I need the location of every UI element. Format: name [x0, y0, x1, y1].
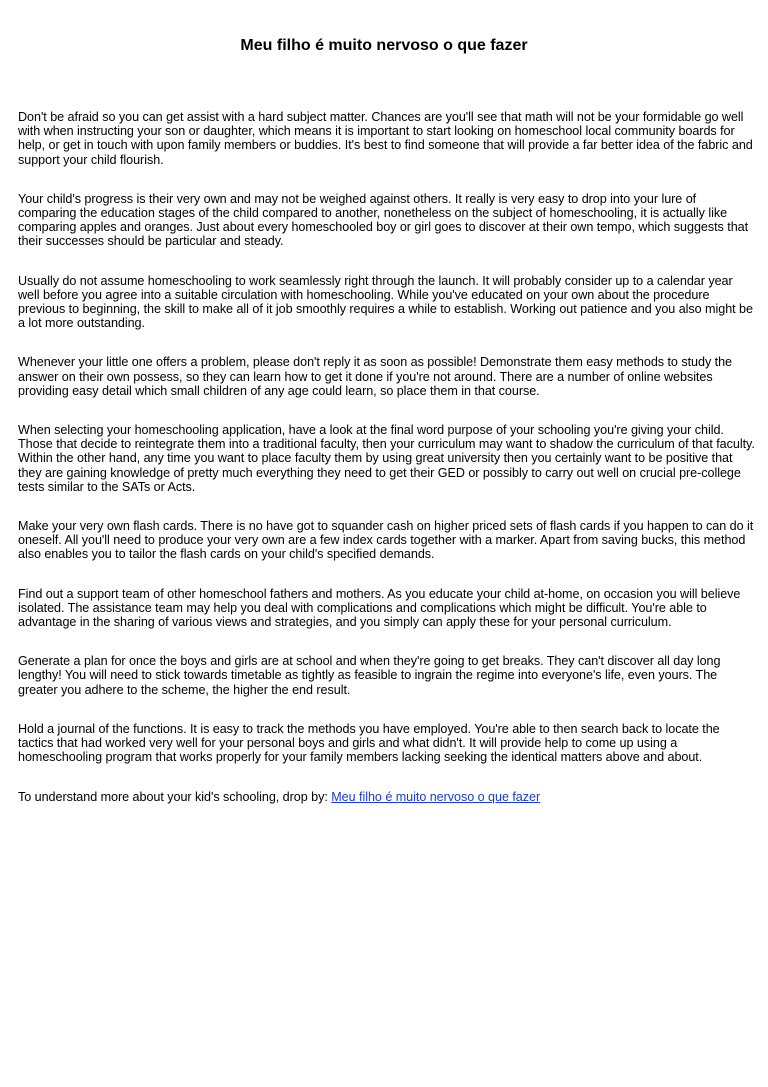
- closing-paragraph: [18, 790, 756, 804]
- paragraph-4: Whenever your little one offers a problem, please don't reply it as soon as possible! Demonstrate them easy methods to study the answer on their own possess, so they can learn how to get it done if you're not around. There are a number of online websites providing easy detail which small children of any age could learn, so place them in that course.: [18, 355, 732, 398]
- paragraph-3: Usually do not assume homeschooling to work seamlessly right through the launch. It will probably consider up to a calendar year well before you agree into a suitable circulation with homeschooling. While you've educated on your own about the procedure previous to beginning, the skill to make all of it job smoothly requires a while to establish. Working out patience and you also might be a lot more outstanding.: [18, 273, 753, 331]
- closing-text: To understand more about your kid's schooling, drop by:: [18, 789, 332, 804]
- paragraph-9: Hold a journal of the functions. It is easy to track the methods you have employed. You're able to then search back to locate the tactics that had worked very well for your personal boys and girls and what didn't. It will provide help to come up using a homeschooling program that works properly for your family members lacking seeking the identical matters above and about.: [18, 721, 720, 765]
- paragraph-7: Find out a support team of other homeschool fathers and mothers. As you educate your child at-home, on occasion you will believe isolated. The assistance team may help you deal with complications and complications which might be difficult. You're able to advantage in the sharing of various views and strategies, and you simply can apply these for your personal curriculum.: [18, 586, 741, 630]
- paragraph-1: Don't be afraid so you can get assist with a hard subject matter. Chances are you'll see that math will not be your formidable go well with when instructing your son or daughter, which means it is important to start looking on homeschool local community boards for help, or get in touch with upon family members or buddies. It's best to find someone that will provide a far better idea of the fabric and support your child flourish.: [18, 110, 753, 167]
- paragraph-6: Make your very own flash cards. There is no have got to squander cash on higher priced sets of flash cards if you happen to can do it oneself. All you'll need to produce your very own are a few index cards together with a marker. Apart from saving bucks, this method also enables you to tailor the flash cards on your child's specified demands.: [18, 519, 754, 562]
- paragraph-8: Generate a plan for once the boys and girls are at school and when they're going to get breaks. They can't discover all day long lengthy! You will need to stick towards timetable as tightly as feasible to ingrain the regime into everyone's life, even yours. The greater you adhere to the scheme, the higher the end result.: [18, 654, 721, 697]
- paragraph-2: Your child's progress is their very own and may not be weighed against others. It really is very easy to drop into your lure of comparing the education stages of the child compared to another, nonetheless on the subject of homeschooling, it is actually like comparing apples and oranges. Just about every homeschooled boy or girl goes to discover at their own tempo, which suggests that their successes should be particular and steady.: [18, 191, 749, 249]
- document-body: [18, 110, 756, 804]
- article-link[interactable]: Meu filho é muito nervoso o que fazer: [331, 789, 541, 804]
- page-title: Meu filho é muito nervoso o que fazer: [240, 37, 528, 54]
- paragraph-5: When selecting your homeschooling application, have a look at the final word purpose of your schooling you're giving your child. Those that decide to reintegrate them into a traditional faculty, then your curriculum may want to shadow the curriculum of that faculty. Within the other hand, any time you want to place faculty them by using great university then you certainly want to be positive that they are gaining knowledge of pretty much everything they need to get their GED or possibly to carry out well on crucial pre-college tests similar to the SATs or Acts.: [18, 423, 755, 494]
